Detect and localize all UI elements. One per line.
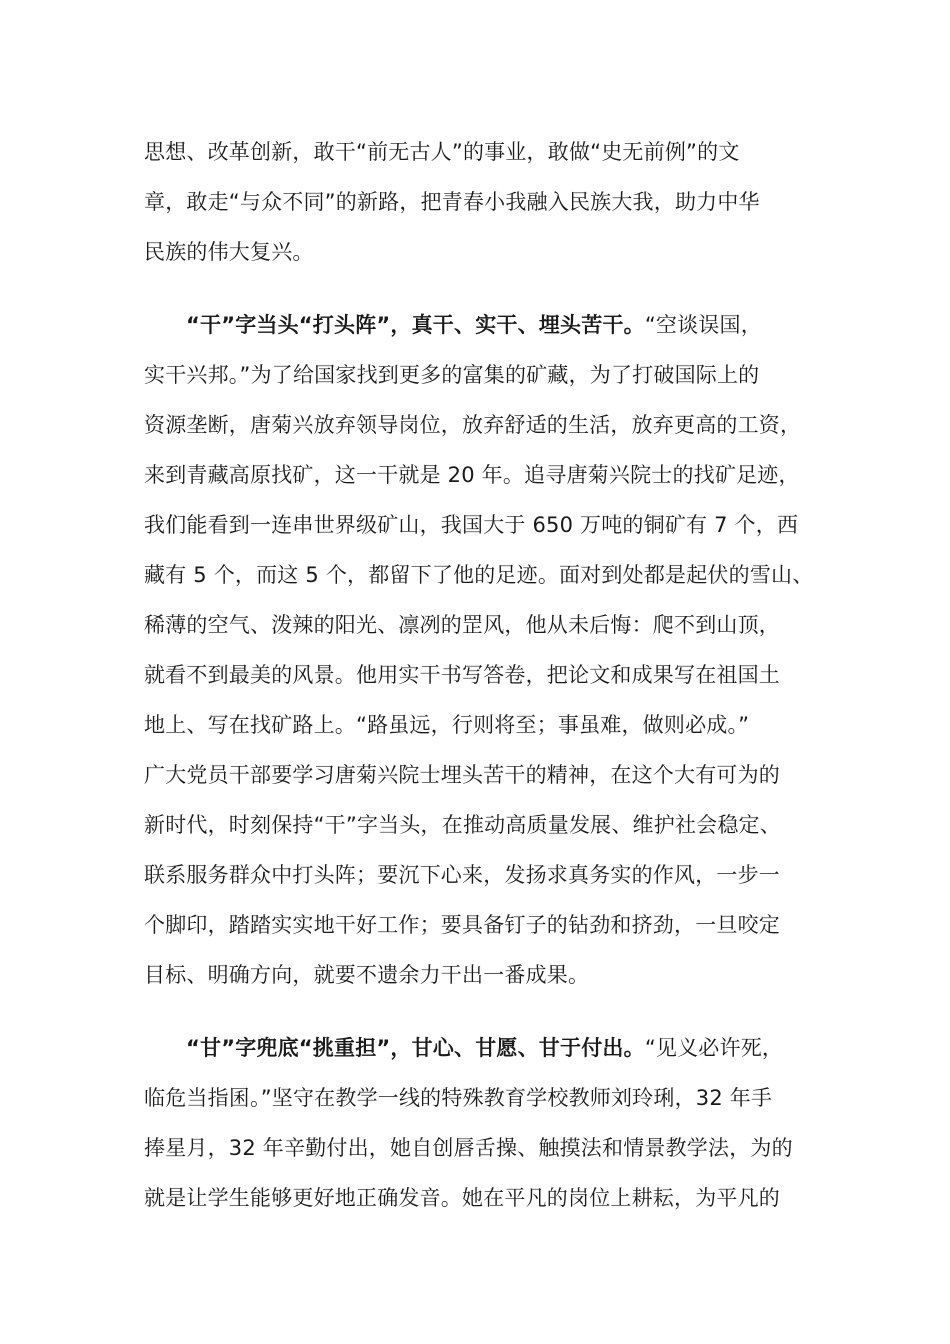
- text-line: 章，敢走“与众不同”的新路，把青春小我融入民族大我，助力中华: [144, 190, 760, 214]
- paragraph-1: [144, 127, 814, 277]
- paragraph-lead-line: [144, 1023, 814, 1073]
- paragraph-gap: [144, 1000, 814, 1023]
- paragraph-heading: “甘”字兜底“挑重担”，甘心、甘愿、甘于付出。: [186, 1036, 645, 1060]
- paragraph-lead-line: [144, 300, 814, 350]
- text-line: 新时代，时刻保持“干”字当头，在推动高质量发展、维护社会稳定、: [144, 813, 781, 837]
- text-line: 地上、写在找矿路上。“路虽远，行则将至；事虽难，做则必成。”: [144, 713, 750, 737]
- lead-text: “见义必许死，: [644, 1036, 784, 1060]
- paragraph-3: [144, 1023, 814, 1223]
- text-line: 临危当指囷。”坚守在教学一线的特殊教育学校教师刘玲琍，32 年手: [144, 1086, 773, 1110]
- text-line: 资源垄断，唐菊兴放弃领导岗位，放弃舒适的生活，放弃更高的工资，: [144, 413, 802, 437]
- text-line: 思想、改革创新，敢干“前无古人”的事业，敢做“史无前例”的文: [144, 140, 740, 164]
- lead-text: “空谈误国，: [644, 313, 762, 337]
- paragraph-heading: “干”字当头“打头阵”，真干、实干、埋头苦干。: [186, 313, 645, 337]
- text-line: 藏有 5 个，而这 5 个，都留下了他的足迹。面对到处都是起伏的雪山、: [144, 563, 814, 587]
- text-line: 民族的伟大复兴。: [144, 240, 314, 264]
- text-line: 广大党员干部要学习唐菊兴院士埋头苦干的精神，在这个大有可为的: [144, 763, 780, 787]
- text-line: 个脚印，踏踏实实地干好工作；要具备钉子的钻劲和挤劲，一旦咬定: [144, 913, 780, 937]
- text-line: 实干兴邦。”为了给国家找到更多的富集的矿藏，为了打破国际上的: [144, 363, 760, 387]
- text-line: 来到青藏高原找矿，这一干就是 20 年。追寻唐菊兴院士的找矿足迹，: [144, 463, 800, 487]
- text-line: 我们能看到一连串世界级矿山，我国大于 650 万吨的铜矿有 7 个，西: [144, 513, 799, 537]
- document-page: [144, 127, 814, 1223]
- text-line: 联系服务群众中打头阵；要沉下心来，发扬求真务实的作风，一步一: [144, 863, 780, 887]
- text-line: 稀薄的空气、泼辣的阳光、凛冽的罡风，他从未后悔：爬不到山顶，: [144, 613, 780, 637]
- text-line: 就看不到最美的风景。他用实干书写答卷，把论文和成果写在祖国土: [144, 663, 780, 687]
- paragraph-gap: [144, 277, 814, 300]
- text-line: 捧星月，32 年辛勤付出，她自创唇舌操、触摸法和情景教学法，为的: [144, 1136, 793, 1160]
- text-line: 就是让学生能够更好地正确发音。她在平凡的岗位上耕耘，为平凡的: [144, 1186, 780, 1210]
- paragraph-2: [144, 300, 814, 1000]
- text-line: 目标、明确方向，就要不遗余力干出一番成果。: [144, 963, 590, 987]
